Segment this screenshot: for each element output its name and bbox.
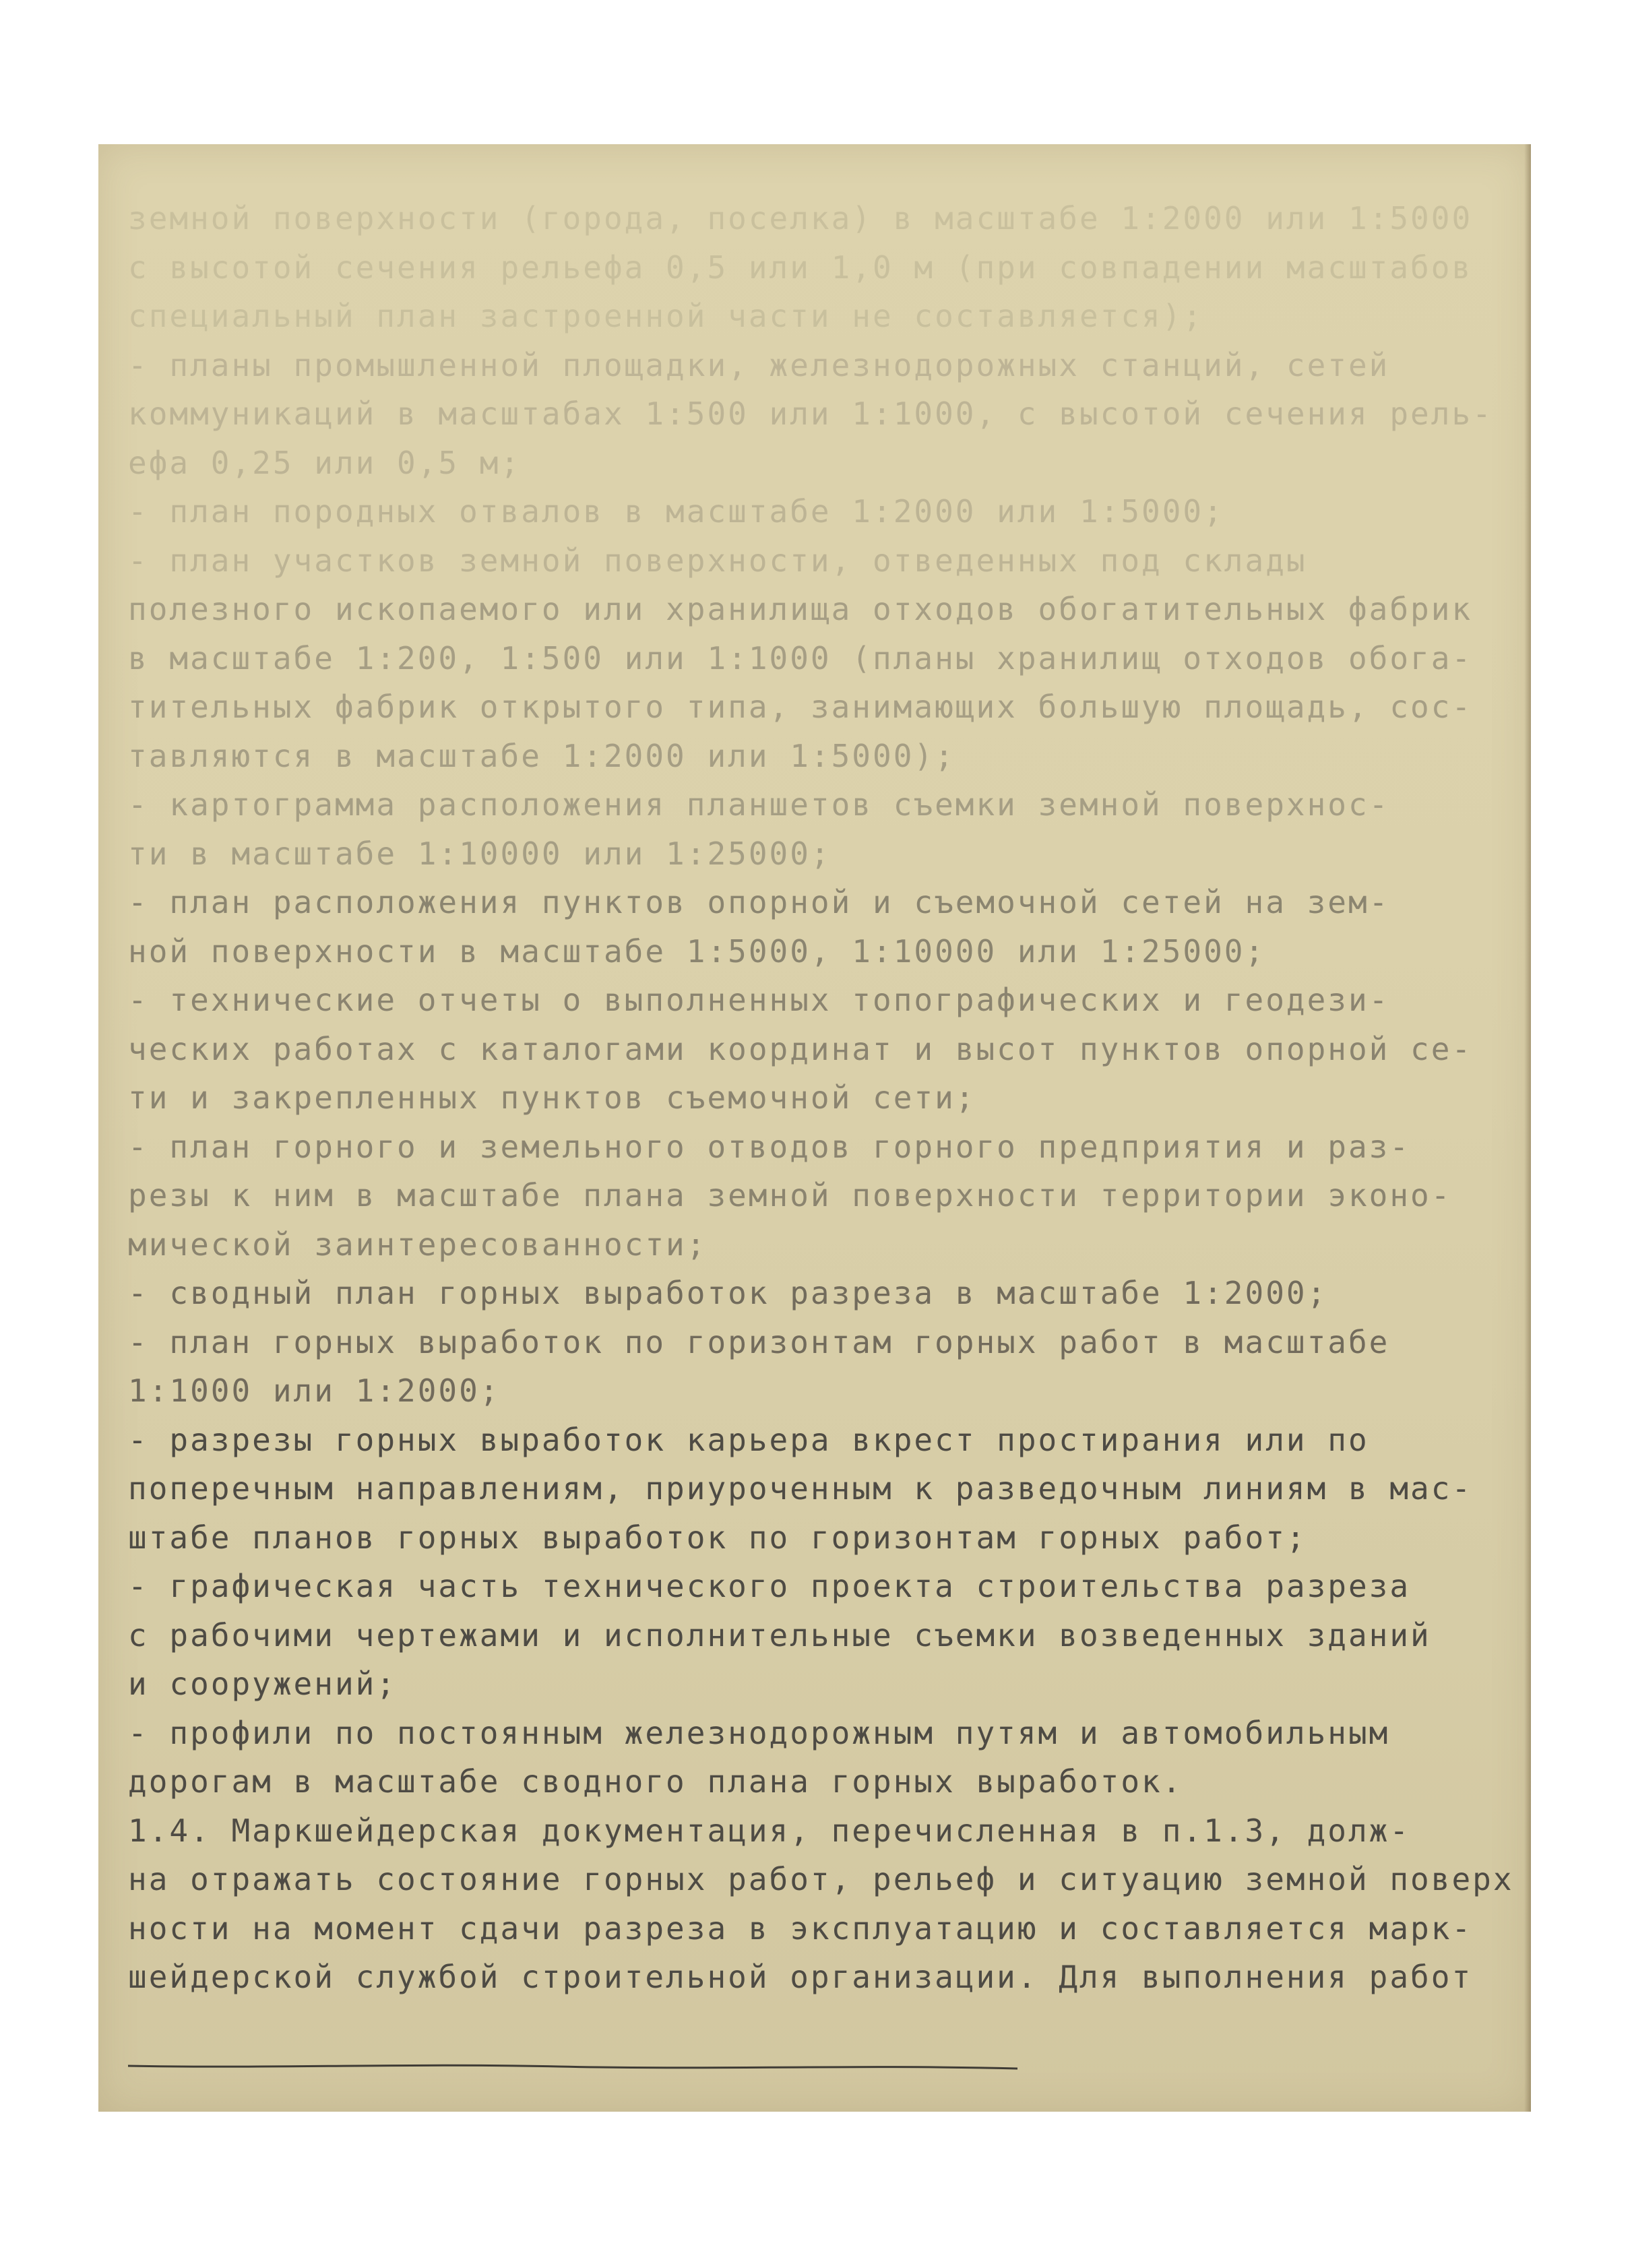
text-line: дорогам в масштабе сводного плана горных выработок. [128, 1763, 1183, 1800]
text-line: - планы промышленной площадки, железнодорожных станций, сетей [128, 346, 1390, 383]
document-page [98, 144, 1531, 2112]
text-line: - план горного и земельного отводов горного предприятия и раз- [128, 1128, 1411, 1165]
text-line: - сводный план горных выработок разреза в масштабе 1:2000; [128, 1275, 1328, 1311]
text-line: в масштабе 1:200, 1:500 или 1:1000 (планы хранилищ отходов обога- [128, 639, 1473, 676]
text-line: ческих работах с каталогами координат и высот пунктов опорной се- [128, 1030, 1473, 1067]
text-line: штабе планов горных выработок по горизонтам горных работ; [128, 1519, 1307, 1556]
text-line: ной поверхности в масштабе 1:5000, 1:10000 или 1:25000; [128, 933, 1266, 970]
text-line: специальный план застроенной части не составляется); [128, 298, 1204, 334]
text-line: - профили по постоянным железнодорожным путям и автомобильным [128, 1714, 1390, 1751]
text-line: и сооружений; [128, 1666, 398, 1702]
text-line: мической заинтересованности; [128, 1226, 708, 1263]
text-line: - графическая часть технического проекта строительства разреза [128, 1568, 1411, 1604]
text-line: поперечным направлениям, приуроченным к разведочным линиям в мас- [128, 1470, 1473, 1507]
text-line: 1:1000 или 1:2000; [128, 1373, 501, 1409]
text-line: коммуникаций в масштабах 1:500 или 1:1000, с высотой сечения рель- [128, 396, 1493, 432]
text-line: ти и закрепленных пунктов съемочной сети; [128, 1079, 976, 1116]
text-line: - план горных выработок по горизонтам горных работ в масштабе [128, 1323, 1390, 1360]
text-line: - план расположения пунктов опорной и съемочной сетей на зем- [128, 884, 1390, 920]
text-line: с рабочими чертежами и исполнительные съемки возведенных зданий [128, 1616, 1431, 1653]
text-line: ефа 0,25 или 0,5 м; [128, 444, 522, 481]
text-line: резы к ним в масштабе плана земной поверхности территории эконо- [128, 1177, 1452, 1214]
text-line: шейдерской службой строительной организации. Для выполнения работ [128, 1959, 1473, 1995]
text-line: - технические отчеты о выполненных топографических и геодези- [128, 982, 1390, 1018]
text-line: - план породных отвалов в масштабе 1:2000 или 1:5000; [128, 493, 1224, 530]
text-line: - план участков земной поверхности, отведенных под склады [128, 542, 1307, 579]
text-line: 1.4. Маркшейдерская документация, перечисленная в п.1.3, долж- [128, 1812, 1411, 1849]
text-line: тительных фабрик открытого типа, занимающих большую площадь, сос- [128, 689, 1473, 725]
text-line: тавляются в масштабе 1:2000 или 1:5000); [128, 737, 955, 774]
text-line: на отражать состояние горных работ, рельеф и ситуацию земной поверх [128, 1861, 1514, 1897]
text-line: - картограмма расположения планшетов съемки земной поверхнос- [128, 786, 1390, 823]
document-text [128, 194, 1516, 2002]
handwritten-underline [128, 2056, 1017, 2077]
text-line: ти в масштабе 1:10000 или 1:25000; [128, 835, 831, 872]
text-line: полезного ископаемого или хранилища отходов обогатительных фабрик [128, 591, 1473, 627]
text-line: ности на момент сдачи разреза в эксплуатацию и составляется марк- [128, 1910, 1473, 1947]
text-line: - разрезы горных выработок карьера вкрест простирания или по [128, 1421, 1369, 1458]
text-line: с высотой сечения рельефа 0,5 или 1,0 м (при совпадении масштабов [128, 249, 1473, 286]
text-line: земной поверхности (города, поселка) в масштабе 1:2000 или 1:5000 [128, 200, 1473, 237]
